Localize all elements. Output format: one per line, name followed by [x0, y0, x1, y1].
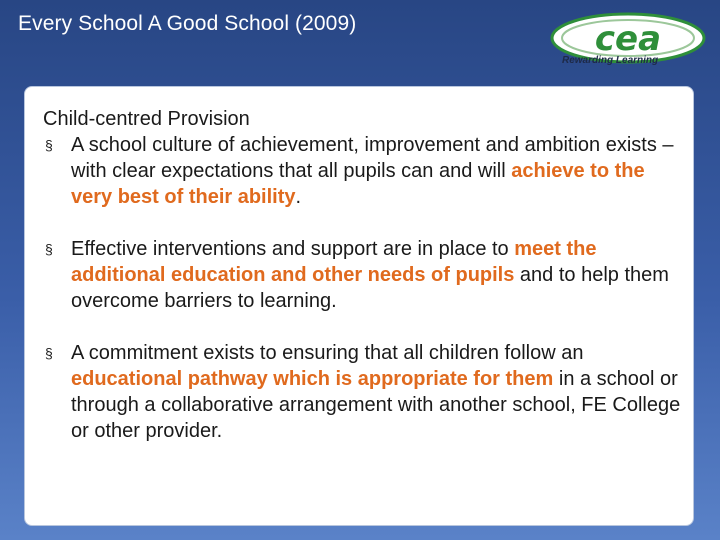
content-area [43, 106, 683, 444]
bullet-text: A school culture of achievement, improvement and ambition exists – with clear expectations that all pupils can and will [71, 134, 674, 182]
bullet-text-end: . [295, 186, 302, 208]
logo-tagline: Rewarding Learning [562, 55, 659, 66]
bullet-text-end: and to help them overcome barriers to learning. [71, 264, 669, 312]
slide-title: Every School A Good School (2009) [18, 12, 357, 35]
bullet-text: A commitment exists to ensuring that all children follow an [71, 342, 584, 364]
section-heading: Child-centred Provision [43, 108, 250, 130]
bullet-item [43, 132, 683, 210]
bullet-marker: § [45, 345, 53, 361]
bullet-highlight: achieve to the very best of their ability [71, 160, 645, 208]
logo-wordmark: cea [594, 19, 662, 59]
bullet-text: Effective interventions and support are in place to [71, 238, 515, 260]
bullet-marker: § [45, 137, 53, 153]
bullet-highlight: educational pathway which is appropriate for them [71, 368, 554, 390]
bullet-item [43, 236, 683, 314]
bullet-text-end: in a school or through a collaborative arrangement with another school, FE College or other provider. [71, 368, 681, 442]
bullet-marker: § [45, 241, 53, 257]
bullet-highlight: meet the additional education and other needs of pupils [71, 238, 597, 286]
bullet-item [43, 340, 683, 444]
